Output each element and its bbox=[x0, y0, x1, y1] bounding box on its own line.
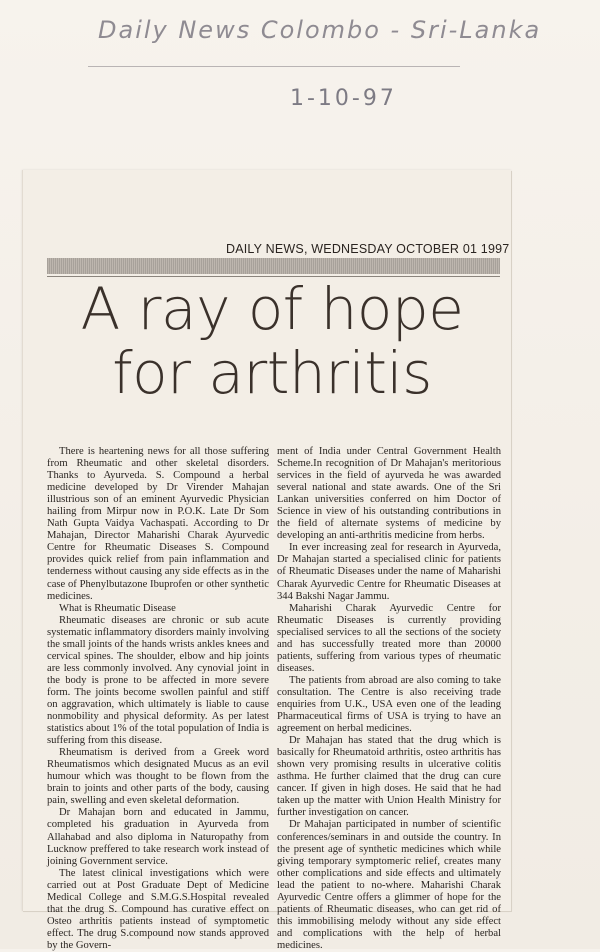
paragraph: In ever increasing zeal for research in Ayurveda, Dr Mahajan started a specialised clinic for patients of Rheumatic Diseases under the name of Maharishi Charak Ayurvedic Centre for Rheumatic Diseases at 344 Bakshi Nagar Jammu. bbox=[277, 542, 501, 602]
paragraph: The patients from abroad are also coming to take consultation. The Centre is also receiving trade enquiries from U.K., USA even one of the leading Pharmaceutical firms of USA is trying to have an agreement on herbal medicines. bbox=[277, 674, 501, 735]
header-shaded-bar bbox=[47, 258, 500, 274]
headline-line-1: A ray of hope bbox=[80, 275, 464, 343]
newspaper-dateline: DAILY NEWS, WEDNESDAY OCTOBER 01 1997 bbox=[226, 242, 510, 256]
headline-line-2: for arthritis bbox=[112, 339, 432, 407]
article-headline bbox=[44, 277, 500, 405]
paragraph: Rheumatic diseases are chronic or sub acute systematic inflammatory disorders mainly involving the small joints of the hands wrists ankles knees and cervical spines. The shoulder, elbow and hip joints are less commonly involved. Any cynovial joint in the body is prone to be affected in more severe form. The joints become swollen painful and stiff on aggravation, which ultimately is liable to cause nonmobility and physical deformity. As per latest statistics about 1% of the total population of India is suffering from this disease. bbox=[47, 614, 269, 747]
date-stamp: 1-10-97 bbox=[290, 86, 397, 111]
handwritten-source-note: Daily News Colombo - Sri-Lanka bbox=[98, 16, 542, 44]
section-subhead: What is Rheumatic Disease bbox=[59, 602, 176, 614]
paragraph: Dr Mahajan has stated that the drug which is basically for Rheumatoid arthritis, osteo arthritis has shown very promising results in ulcerative colitis asthma. He further claimed that the drug can cure cancer. If given in high doses. He said that he had taken up the matter with Union Health Ministry for further investigation on cancer. bbox=[277, 735, 501, 819]
paragraph: Dr Mahajan born and educated in Jammu, completed his graduation in Ayurveda from Allahabad and also diploma in Naturopathy from Lucknow preffered to take research work instead of joining Government service. bbox=[47, 807, 269, 867]
paragraph: Dr Mahajan participated in number of scientific conferences/seminars in and outside the country. In the present age of synthetic medicines which while giving temporary symptomeric relief, creates many other complications and side effects and ultimately lead the patient to no-where. Maharishi Charak Ayurvedic Centre offers a glimmer of hope for the patients of Rheumatic diseases, who can get rid of this immobilising melody without any side effect and complications with the help of herbal medicines. bbox=[277, 819, 501, 951]
paragraph: There is heartening news for all those suffering from Rheumatic and other skeletal disorders. Thanks to Ayurveda. S. Compound a herbal medicine developed by Dr Virender Mahajan illustrious son of an eminent Ayurvedic Physician hailing from Mirpur now in P.O.K. Late Dr Som Nath Gupta Vaidya Vachaspati. According to Dr Mahajan, Director Maharishi Charak Ayurvedic Centre for Rheumatic Diseases S. Compound provides quick relief from pain inflammation and tenderness without causing any side effects as in the case of Phenylbutazone Ibuprofen or other synthetic medicines. bbox=[47, 446, 269, 602]
article-column-left bbox=[47, 446, 269, 952]
paragraph: ment of India under Central Government Health Scheme.In recognition of Dr Mahajan's meritorious services in the field of ayurveda he was awarded several national and state awards. One of the Sri Lankan universities conferred on him Doctor of Science in view of his outstanding contributions in the field of alternate systems of medicine by developing an anti-arthritis medicine from herbs. bbox=[277, 446, 501, 542]
paragraph: Maharishi Charak Ayurvedic Centre for Rheumatic Diseases is currently providing specialised services to all the sections of the society and has successfully treated more than 20000 patients, suffering from various types of rheumatic diseases. bbox=[277, 602, 501, 674]
paragraph: Rheumatism is derived from a Greek word Rheumatismos which designated Mucus as an evil humour which was thought to be flown from the brain to joints and other parts of the body, causing pain, swelling and even skeletal deformation. bbox=[47, 747, 269, 807]
handwritten-underline bbox=[88, 66, 460, 67]
article-column-right bbox=[277, 446, 501, 952]
paragraph: The latest clinical investigations which were carried out at Post Graduate Dept of Medicine Medical College and S.M.G.S.Hospital revealed that the drug S. Compound has curative effect on Osteo arthritis patients instead of symptometic effect. The drug S.compound now stands approved by the Govern- bbox=[47, 867, 269, 951]
